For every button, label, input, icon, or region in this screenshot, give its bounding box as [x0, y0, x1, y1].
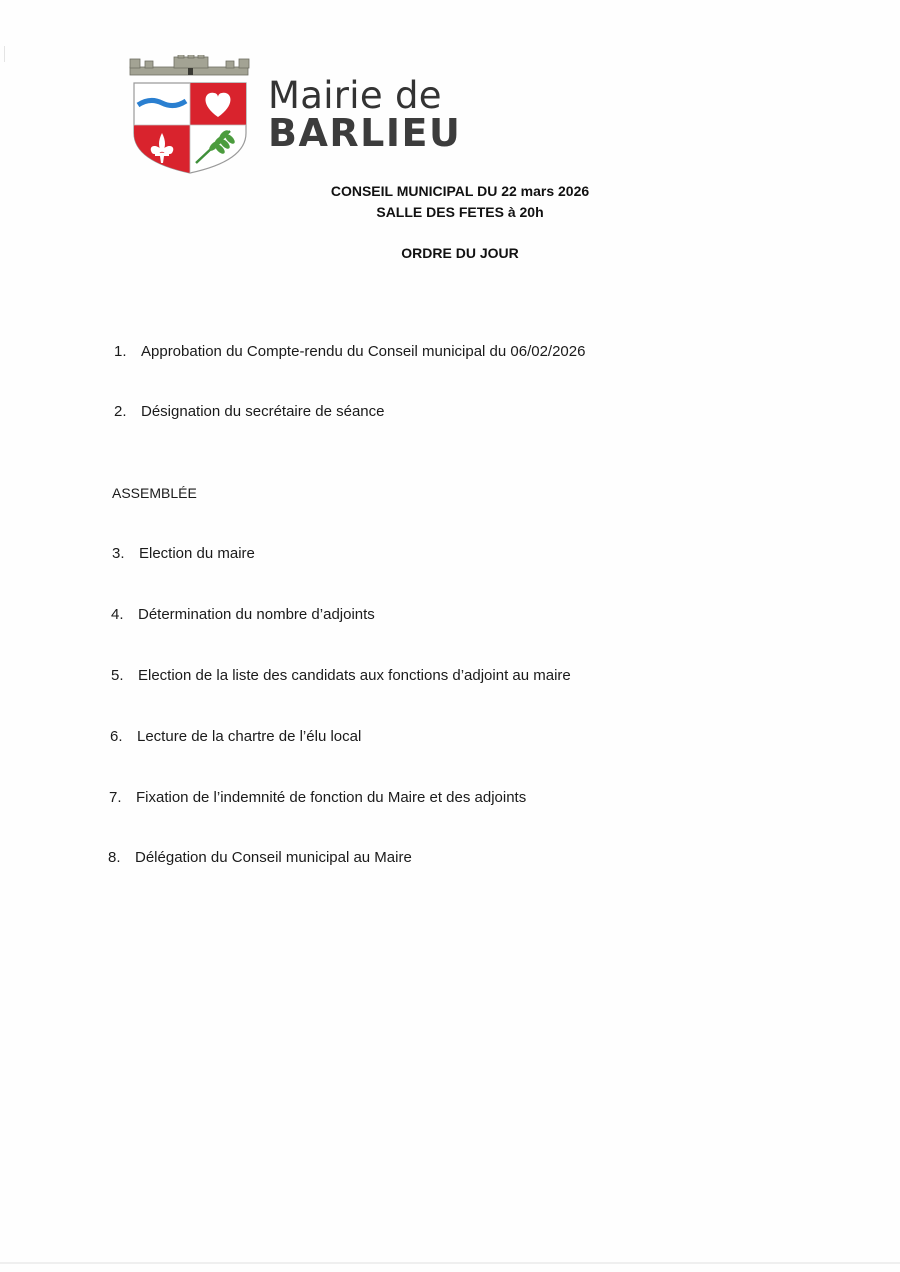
agenda-item [114, 403, 385, 420]
agenda-item-number: 8. [108, 849, 121, 866]
agenda-item [114, 343, 585, 360]
agenda-item-text: Election du maire [139, 545, 255, 562]
agenda-item [110, 728, 361, 745]
agenda-item-text: Désignation du secrétaire de séance [141, 403, 385, 420]
scan-artifact [4, 46, 5, 62]
agenda-item-number: 3. [112, 545, 125, 562]
agenda-item-number: 1. [114, 343, 127, 360]
section-label: ASSEMBLÉE [112, 485, 197, 501]
meeting-title: CONSEIL MUNICIPAL DU 22 mars 2026 [330, 183, 590, 199]
agenda-item-text: Détermination du nombre d’adjoints [138, 606, 375, 623]
agenda-item [108, 849, 412, 866]
agenda-item [112, 545, 255, 562]
meeting-location: SALLE DES FETES à 20h [376, 204, 544, 220]
agenda-item-text: Election de la liste des candidats aux fonctions d’adjoint au maire [138, 667, 571, 684]
coat-of-arms-icon [126, 55, 254, 177]
scan-bottom-edge [0, 1262, 900, 1264]
agenda-item-number: 2. [114, 403, 127, 420]
agenda-item-text: Délégation du Conseil municipal au Maire [135, 849, 412, 866]
agenda-item-number: 5. [111, 667, 124, 684]
agenda-item [111, 667, 571, 684]
agenda-item-text: Approbation du Compte-rendu du Conseil municipal du 06/02/2026 [141, 343, 586, 360]
municipality-logo [126, 55, 506, 180]
agenda-item-number: 6. [110, 728, 123, 745]
agenda-item-text: Fixation de l’indemnité de fonction du Maire et des adjoints [136, 789, 527, 806]
organization-name-line2: BARLIEU [268, 111, 462, 155]
organization-name [268, 74, 462, 155]
agenda-item-number: 4. [111, 606, 124, 623]
agenda-item-text: Lecture de la chartre de l’élu local [137, 728, 362, 745]
agenda-heading: ORDRE DU JOUR [401, 245, 519, 261]
agenda-item-number: 7. [109, 789, 122, 806]
organization-name-line1: Mairie de [268, 74, 442, 117]
agenda-item [111, 606, 375, 623]
agenda-item [109, 789, 526, 806]
